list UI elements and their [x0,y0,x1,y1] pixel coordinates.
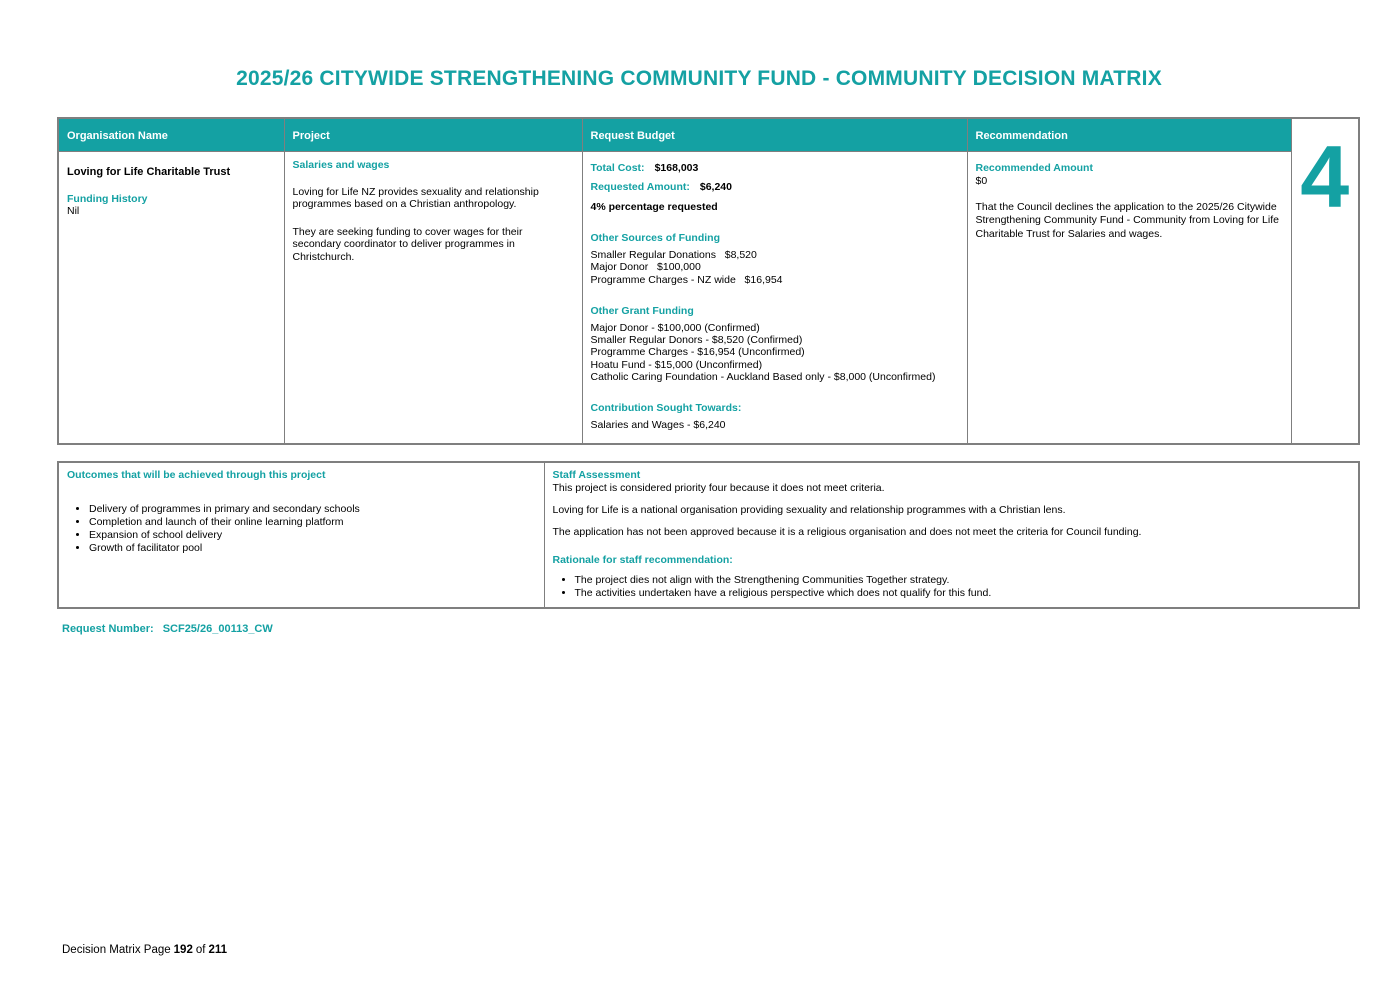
staff-assessment-cell [544,462,1359,608]
staff-assessment-paragraph: The application has not been approved because it is a religious organisation and does not meet the criteria for Council funding. [552,525,1142,538]
grant-funding-line: Smaller Regular Donors - $8,520 (Confirmed) [590,333,803,346]
other-grant-label: Other Grant Funding [590,305,694,317]
other-sources-label: Other Sources of Funding [590,232,721,245]
request-number-label: Request Number: [62,623,154,635]
contribution-label: Contribution Sought Towards: [590,402,742,415]
decision-matrix-table [57,117,1360,445]
column-header-project: Project [284,118,582,151]
other-sources-list [591,249,959,286]
percentage-requested: 4% percentage requested [590,200,718,213]
funding-source-line: Smaller Regular Donations $8,520 [590,248,757,261]
assessment-row [58,462,1359,608]
grant-funding-line: Catholic Caring Foundation - Auckland Based only - $8,000 (Unconfirmed) [590,371,936,384]
column-header-budget: Request Budget [582,118,967,151]
staff-assessment-paragraph: Loving for Life is a national organisation providing sexuality and relationship programmes with a Christian lens. [552,503,1066,516]
funding-history-label: Funding History [67,192,148,205]
page-footer [62,944,230,956]
rationale-item: • The activities undertaken have a religious perspective which does not qualify for this fund. [575,587,1351,601]
request-number-value: SCF25/26_00113_CW [162,623,273,635]
staff-assessment-label: Staff Assessment [552,469,641,481]
recommended-amount-value: $0 [975,175,988,188]
requested-amount-value: $6,240 [699,181,732,194]
project-paragraph: They are seeking funding to cover wages for their secondary coordinator to deliver programmes in Christchurch. [292,225,523,263]
footer-page-number: 192 [173,944,193,956]
grant-funding-line: Programme Charges - $16,954 (Unconfirmed) [590,346,805,359]
requested-amount-line [591,181,959,194]
outcome-item: • Delivery of programmes in primary and secondary schools [89,503,536,516]
project-cell [284,151,582,444]
outcome-item: • Completion and launch of their online learning platform [89,516,536,529]
footer-total-pages: 211 [208,944,227,956]
funding-source-line: Major Donor $100,000 [590,261,701,274]
request-number [62,623,273,635]
assessment-table [57,461,1360,609]
grant-funding-line: Major Donor - $100,000 (Confirmed) [590,321,760,334]
staff-assessment-text [553,482,1351,539]
footer-separator: of [195,944,206,956]
organisation-cell [58,151,284,444]
funding-history-value: Nil [67,205,80,218]
total-cost-value: $168,003 [654,161,699,174]
grant-funding-line: Hoatu Fund - $15,000 (Unconfirmed) [590,358,763,371]
recommended-amount-label: Recommended Amount [975,161,1093,174]
column-header-organisation: Organisation Name [58,118,284,151]
rationale-label: Rationale for staff recommendation: [552,553,733,566]
outcomes-list [67,503,536,555]
priority-rank: 4 [1300,127,1350,226]
outcome-item: • Expansion of school delivery [89,529,536,542]
footer-prefix: Decision Matrix Page [62,944,171,956]
funding-source-line: Programme Charges - NZ wide $16,954 [590,273,783,286]
column-header-recommendation: Recommendation [967,118,1291,151]
recommendation-text: That the Council declines the application to the 2025/26 Citywide Strengthening Community Fund - Community from Loving for Life Charitable Trust for Salaries and wages. [975,200,1279,240]
page-title: 2025/26 CITYWIDE STRENGTHENING COMMUNITY FUND - COMMUNITY DECISION MATRIX [236,67,1162,90]
rationale-item: • The project dies not align with the Strengthening Communities Together strategy. [575,574,1351,588]
outcomes-label: Outcomes that will be achieved through this project [67,469,326,481]
request-budget-cell [582,151,967,444]
staff-assessment-paragraph: This project is considered priority four because it does not meet criteria. [552,481,885,494]
priority-rank-cell [1291,118,1359,444]
matrix-header-row [58,118,1359,151]
other-grant-list [591,322,959,384]
outcome-item: • Growth of facilitator pool [89,542,536,555]
total-cost-label: Total Cost: [590,161,645,174]
project-paragraph: Loving for Life NZ provides sexuality and relationship programmes based on a Christian anthropology. [292,186,539,211]
organisation-name: Loving for Life Charitable Trust [67,165,231,178]
contribution-value: Salaries and Wages - $6,240 [590,419,726,432]
total-cost-line [591,162,959,175]
project-description [293,186,574,263]
recommendation-cell [967,151,1291,444]
project-title: Salaries and wages [292,158,390,171]
requested-amount-label: Requested Amount: [590,181,690,194]
matrix-body-row [58,151,1359,444]
rationale-list [553,574,1351,601]
outcomes-cell [58,462,544,608]
